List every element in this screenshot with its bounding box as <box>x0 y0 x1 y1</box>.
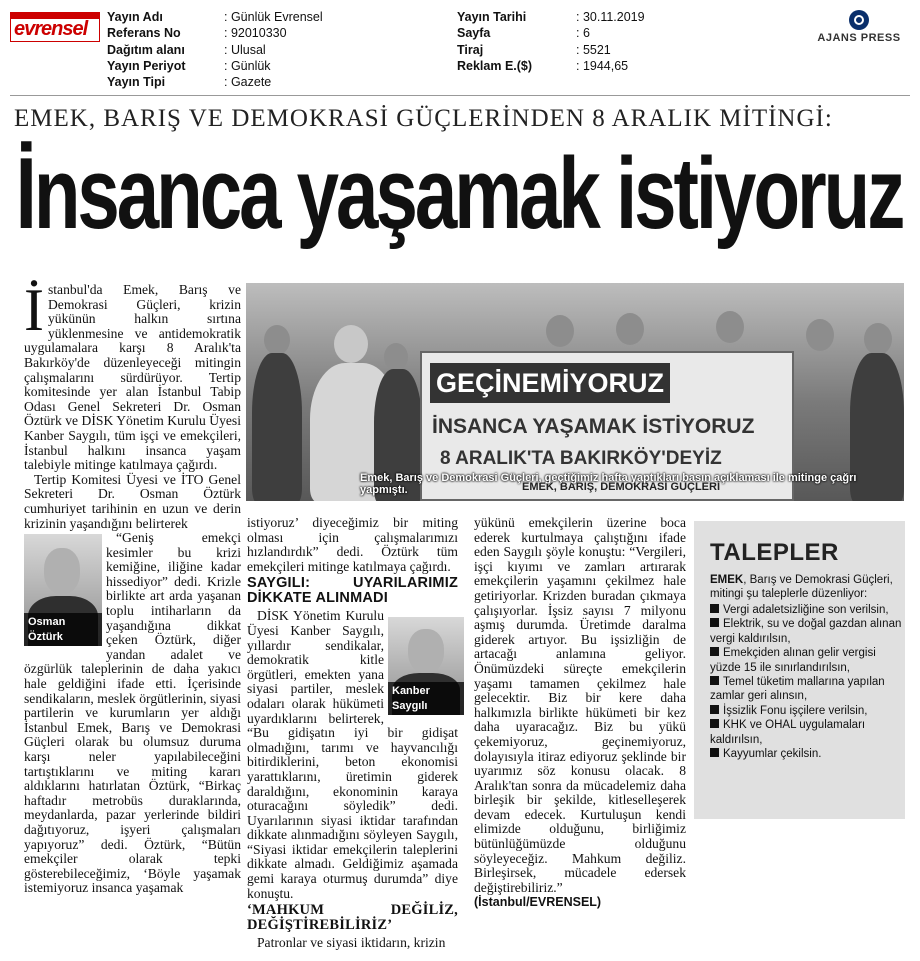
rally-photo <box>246 283 904 501</box>
portrait-kanber-saygili <box>388 617 464 715</box>
list-item: KHK ve OHAL uygulamaları kaldırılsın, <box>710 719 866 746</box>
meta-value: : 6 <box>576 26 590 41</box>
paragraph: İstanbul'da Emek, Barış ve Demokrasi Güçleri, krizin yükünün halkın sırtına yüklenmesine ve antidemokratik uygulamalara karşı 8 Aralık'ta Bakırköy'de düzenleyeceği mitingin çalışmalarını sürdürüyor. Tertip komitesinde yer alan İstanbul Tabip Odası Genel Sekreteri Dr. Osman Öztürk ve DİSK Yönetim Kurulu Üyesi Kanber Saygılı, tüm işçi ve emekçileri, İstanbul halkını insanca yaşam talebiyle mitinge katılmaya çağırdı. <box>24 277 241 473</box>
subheading: SAYGILI: UYARILARIMIZ DİKKATE ALINMADI <box>247 575 458 607</box>
meta-label: Yayın Periyot <box>107 58 186 73</box>
banner-line-1: GEÇİNEMİYORUZ <box>430 363 670 403</box>
square-bullet-icon <box>710 604 719 613</box>
paragraph: Patronlar ve siyasi iktidarın, krizin <box>257 935 446 951</box>
banner-line-2: İNSANCA YAŞAMAK İSTİYORUZ <box>432 415 755 438</box>
article-kicker: EMEK, BARIŞ VE DEMOKRASİ GÜÇLERİNDEN 8 ARALIK MİTİNGİ: <box>14 105 833 132</box>
meta-label: Sayfa <box>457 26 491 41</box>
drop-cap: İ <box>24 277 44 343</box>
globe-icon <box>849 10 869 30</box>
square-bullet-icon <box>710 647 719 656</box>
list-item: Emekçiden alınan gelir vergisi yüzde 15 ile sınırlandırılsın, <box>710 647 876 674</box>
portrait-osman-ozturk <box>24 534 102 646</box>
square-bullet-icon <box>710 719 719 728</box>
evrensel-logo <box>10 12 100 42</box>
meta-label: Tiraj <box>457 42 484 57</box>
meta-value: : Günlük Evrensel <box>224 10 323 24</box>
meta-label: Yayın Tarihi <box>457 10 527 24</box>
meta-value: : 1944,65 <box>576 58 629 73</box>
meta-label: Reklam E.($) <box>457 58 533 73</box>
meta-label: Dağıtım alanı <box>107 42 185 57</box>
paragraph: “Geniş emekçi kesimler bu krizi kemiğine, iliğine kadar hissediyor” dedi. Krizle birlikte art arda yaşanan toplu intiharların da yaşandığına dikkat çeken Öztürk, diğer yandan adalet ve özgürlük taleplerinin de daha yakıcı hale geldiğini ifade etti. İçerisinde sendikaların, meslek örgütlerinin, siyasi partilerin ve kurumların yer aldığı İstanbul Emek, Barış ve Demokrasi Güçleri olarak bu olumsuz duruma karşı neler yapılabileceğini tartıştıklarını ve miting kararı aldıklarını hatırlatan Öztürk, “Birkaç haftadır metrobüs duraklarında, meydanlarda, pazar yerlerinde bildiri dağıtıyoruz, işyeri çalışmaları yapıyoruz” dedi. Öztürk, “Bütün emekçiler olarak tepki gösterebileceğimiz, ‘Böyle yaşamak istemiyoruz insanca yaşamak <box>24 530 241 896</box>
meta-label: Yayın Tipi <box>107 75 166 90</box>
logo-text: evrensel <box>14 18 88 40</box>
demands-intro: EMEK, Barış ve Demokrasi Güçleri, mitingi şu taleplerle düzenliyor: <box>710 574 893 600</box>
meta-right-values <box>576 9 645 74</box>
portrait-label: Kanber Saygılı <box>388 682 464 715</box>
meta-value: : Gazete <box>224 75 272 90</box>
demands-title: TALEPLER <box>710 539 839 566</box>
meta-label: Yayın Adı <box>107 10 163 24</box>
meta-value: : 5521 <box>576 42 611 57</box>
list-item: İşsizlik Fonu işçilere verilsin, <box>710 704 902 718</box>
square-bullet-icon <box>710 676 719 685</box>
paragraph: istiyoruz’ diyeceğimiz bir miting olması için çalışmalarımızı hızlandırdık” dedi. Öztürk tüm emekçileri mitinge katılmaya çağırdı. <box>247 515 458 574</box>
article-headline: İnsanca yaşamak istiyoruz <box>15 138 903 250</box>
agency-name: AJANS PRESS <box>817 32 901 44</box>
portrait-label: Osman Öztürk <box>24 613 102 646</box>
meta-value: : 30.11.2019 <box>576 10 645 24</box>
header-divider <box>10 95 910 96</box>
list-item: Elektrik, su ve doğal gazdan alınan vergi kaldırılsın, <box>710 618 902 645</box>
paragraph: DİSK Yönetim Kurulu Üyesi Kanber Saygılı, yıllardır sendikalar, demokratik kitle örgütleri, emekten yana siyasi partiler, meslek odaları olarak hükümeti uyardıklarını belirterek, “Bu gidişatın iyi bir gidişat olmadığını, tarımı ve hayvancılığı bitirdiklerini, beton ekonomisi yarattıklarını, üretimin giderek daraldığını, ekonominin karaya oturacağını söyledik” dedi. Uyarılarının siyasi iktidar tarafından dikkate alınmadığını söyleyen Saygılı, “Siyasi iktidar emekçilerin taleplerini dikkate almadı. Geldiğimiz aşamada gemi karaya oturmuş durumda” diye konuştu. <box>247 608 458 901</box>
meta-value: : 92010330 <box>224 26 287 41</box>
meta-value: : Günlük <box>224 58 271 73</box>
meta-right-labels <box>457 9 532 74</box>
list-item: Vergi adaletsizliğine son verilsin, <box>710 603 902 617</box>
article-column-3 <box>474 516 686 910</box>
article-column-1 <box>24 277 241 896</box>
subheading: ‘MAHKUM DEĞİLİZ, DEĞİŞTİREBİLİRİZ’ <box>247 902 458 934</box>
article-signature: (İstanbul/EVRENSEL) <box>474 895 602 910</box>
square-bullet-icon <box>710 618 719 627</box>
list-item: Kayyumlar çekilsin. <box>710 747 902 761</box>
square-bullet-icon <box>710 705 719 714</box>
article-column-2 <box>247 516 458 951</box>
paragraph: yükünü emekçilerin üzerine boca ederek kurtulmaya çalıştığını ifade eden Saygılı şöyle konuştu: “Vergileri, işçi kıyımı ve zamları artırarak emekçilerin yaşamını çekilmez hale getiriyorlar. Krizden buradan çıkmaya çalışıyorlar. İşsiz sayısı 7 milyonu aşmış durumda. Üretimde daralma giderek artıyor. Bu işsizliğin de artacağı anlamına geliyor. Önümüzdeki süreçte emekçilerin yaşamı tamamen çekilmez hale gelecektir. Biz bir kere daha halkımızla birlikte hükümeti bir kez daha uyaracağız. Biz bu yükü çekemiyoruz, geçinemiyoruz, dolayısıyla itiraz ediyoruz şeklinde bir uyarımız söz konusu olacak. 8 Aralık'tan sonra da mücadelemiz daha birleşik bir şekilde, kitleselleşerek devam edecek. Kurtuluşun kendi elimizde olduğunu, birliğimiz bütünlüğümüzde olduğunu söyleyeceğiz. Mahkum değiliz. Birleşirsek, mücadele edersek değiştirebiliriz.” <box>474 515 686 895</box>
square-bullet-icon <box>710 748 719 757</box>
photo-caption: Emek, Barış ve Demokrasi Güçleri, geçtiğimiz hafta yaptıkları basın açıklaması ile mitinge çağrı yapmıştı. <box>360 472 857 496</box>
demands-box <box>694 521 905 819</box>
paragraph: Tertip Komitesi Üyesi ve İTO Genel Sekreteri Dr. Osman Öztürk cumhuriyet tarihinin en uzun ve derin krizinin yaşandığını belirterek <box>24 471 241 531</box>
ajans-press-logo <box>804 10 914 44</box>
demands-list <box>710 603 902 761</box>
meta-left-labels <box>107 9 186 90</box>
banner-line-3: 8 ARALIK'TA BAKIRKÖY'DEYİZ <box>440 448 722 469</box>
banner-line-4: EMEK, BARIŞ, DEMOKRASİ GÜÇLERİ <box>522 481 721 493</box>
meta-value: : Ulusal <box>224 42 266 57</box>
meta-label: Referans No <box>107 26 181 41</box>
list-item: Temel tüketim mallarına yapılan zamlar geri alınsın, <box>710 676 885 703</box>
meta-left-values <box>224 9 323 90</box>
